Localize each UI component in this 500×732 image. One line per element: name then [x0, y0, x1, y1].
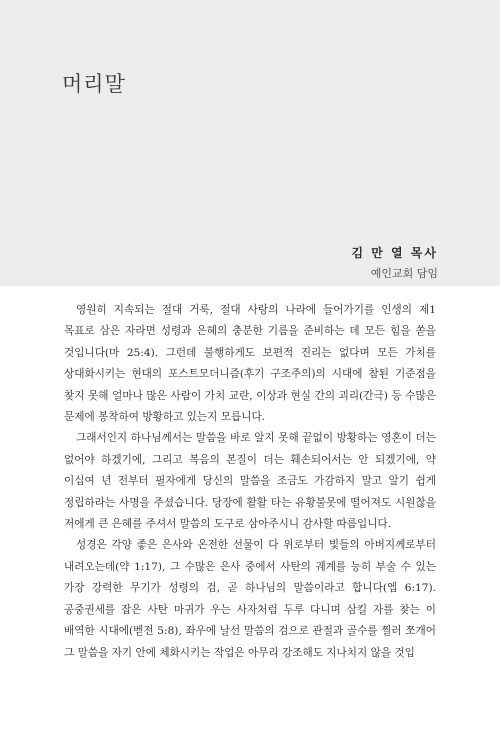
author-affiliation: 예인교회 담임: [370, 267, 438, 280]
author-name: 김 만 열 목사: [351, 246, 438, 260]
paragraph: 성경은 각양 좋은 은사와 온전한 선물이 다 위로부터 빛들의 아버지께로부터 내려오는데(약 1:17), 그 수많은 은사 중에서 사탄의 궤계를 능히 부술 수 있는 가장 강력한 무기가 성령의 검, 곧 하나님의 말씀이라고 합니다(엡 6:17). 공중권세를 잡은 사탄 마귀가 우는 사자처럼 두루 다니며 삼킬 자를 찾는 이 배역한 시대에(벧전 5:8), 좌우에 날선 말씀의 검으로 관절과 골수를 찔러 쪼개어 그 말씀을 자기 안에 체화시키는 작업은 아무리 강조해도 지나치지 않을 것입: [64, 539, 436, 659]
paragraph: 영원히 지속되는 절대 거룩, 절대 사랑의 나라에 들어가기를 인생의 제1 목표로 삼은 자라면 성령과 은혜의 충분한 기름을 준비하는 데 모든 힘을 쏟을 것입니다(마 25:4). 그런데 불행하게도 보편적 진리는 없다며 모든 가치를 상대화시키는 현대의 포스트모더니즘(후기 구조주의)의 시대에 참된 기준점을 찾지 못해 얼마나 많은 사람이 가치 교란, 이상과 현실 간의 괴리(간극) 등 수많은 문제에 봉착하여 방황하고 있는지 모릅니다.: [64, 304, 436, 424]
page-title: 머리말: [62, 72, 126, 96]
header-band: [0, 0, 500, 286]
paragraph: 그래서인지 하나님께서는 말씀을 바로 알지 못해 끝없이 방황하는 영혼이 더는 없어야 하겠기에, 그리고 복음의 본질이 더는 훼손되어서는 안 되겠기에, 약 이십여 년 전부터 필자에게 당신의 말씀을 조금도 가감하지 말고 알기 쉽게 정립하라는 사명을 주셨습니다. 당장에 활활 타는 유황불못에 떨어져도 시원찮을 저에게 큰 은혜를 주셔서 말씀의 도구로 삼아주시니 감사할 따름입니다.: [64, 432, 436, 531]
body-text: [64, 300, 436, 664]
